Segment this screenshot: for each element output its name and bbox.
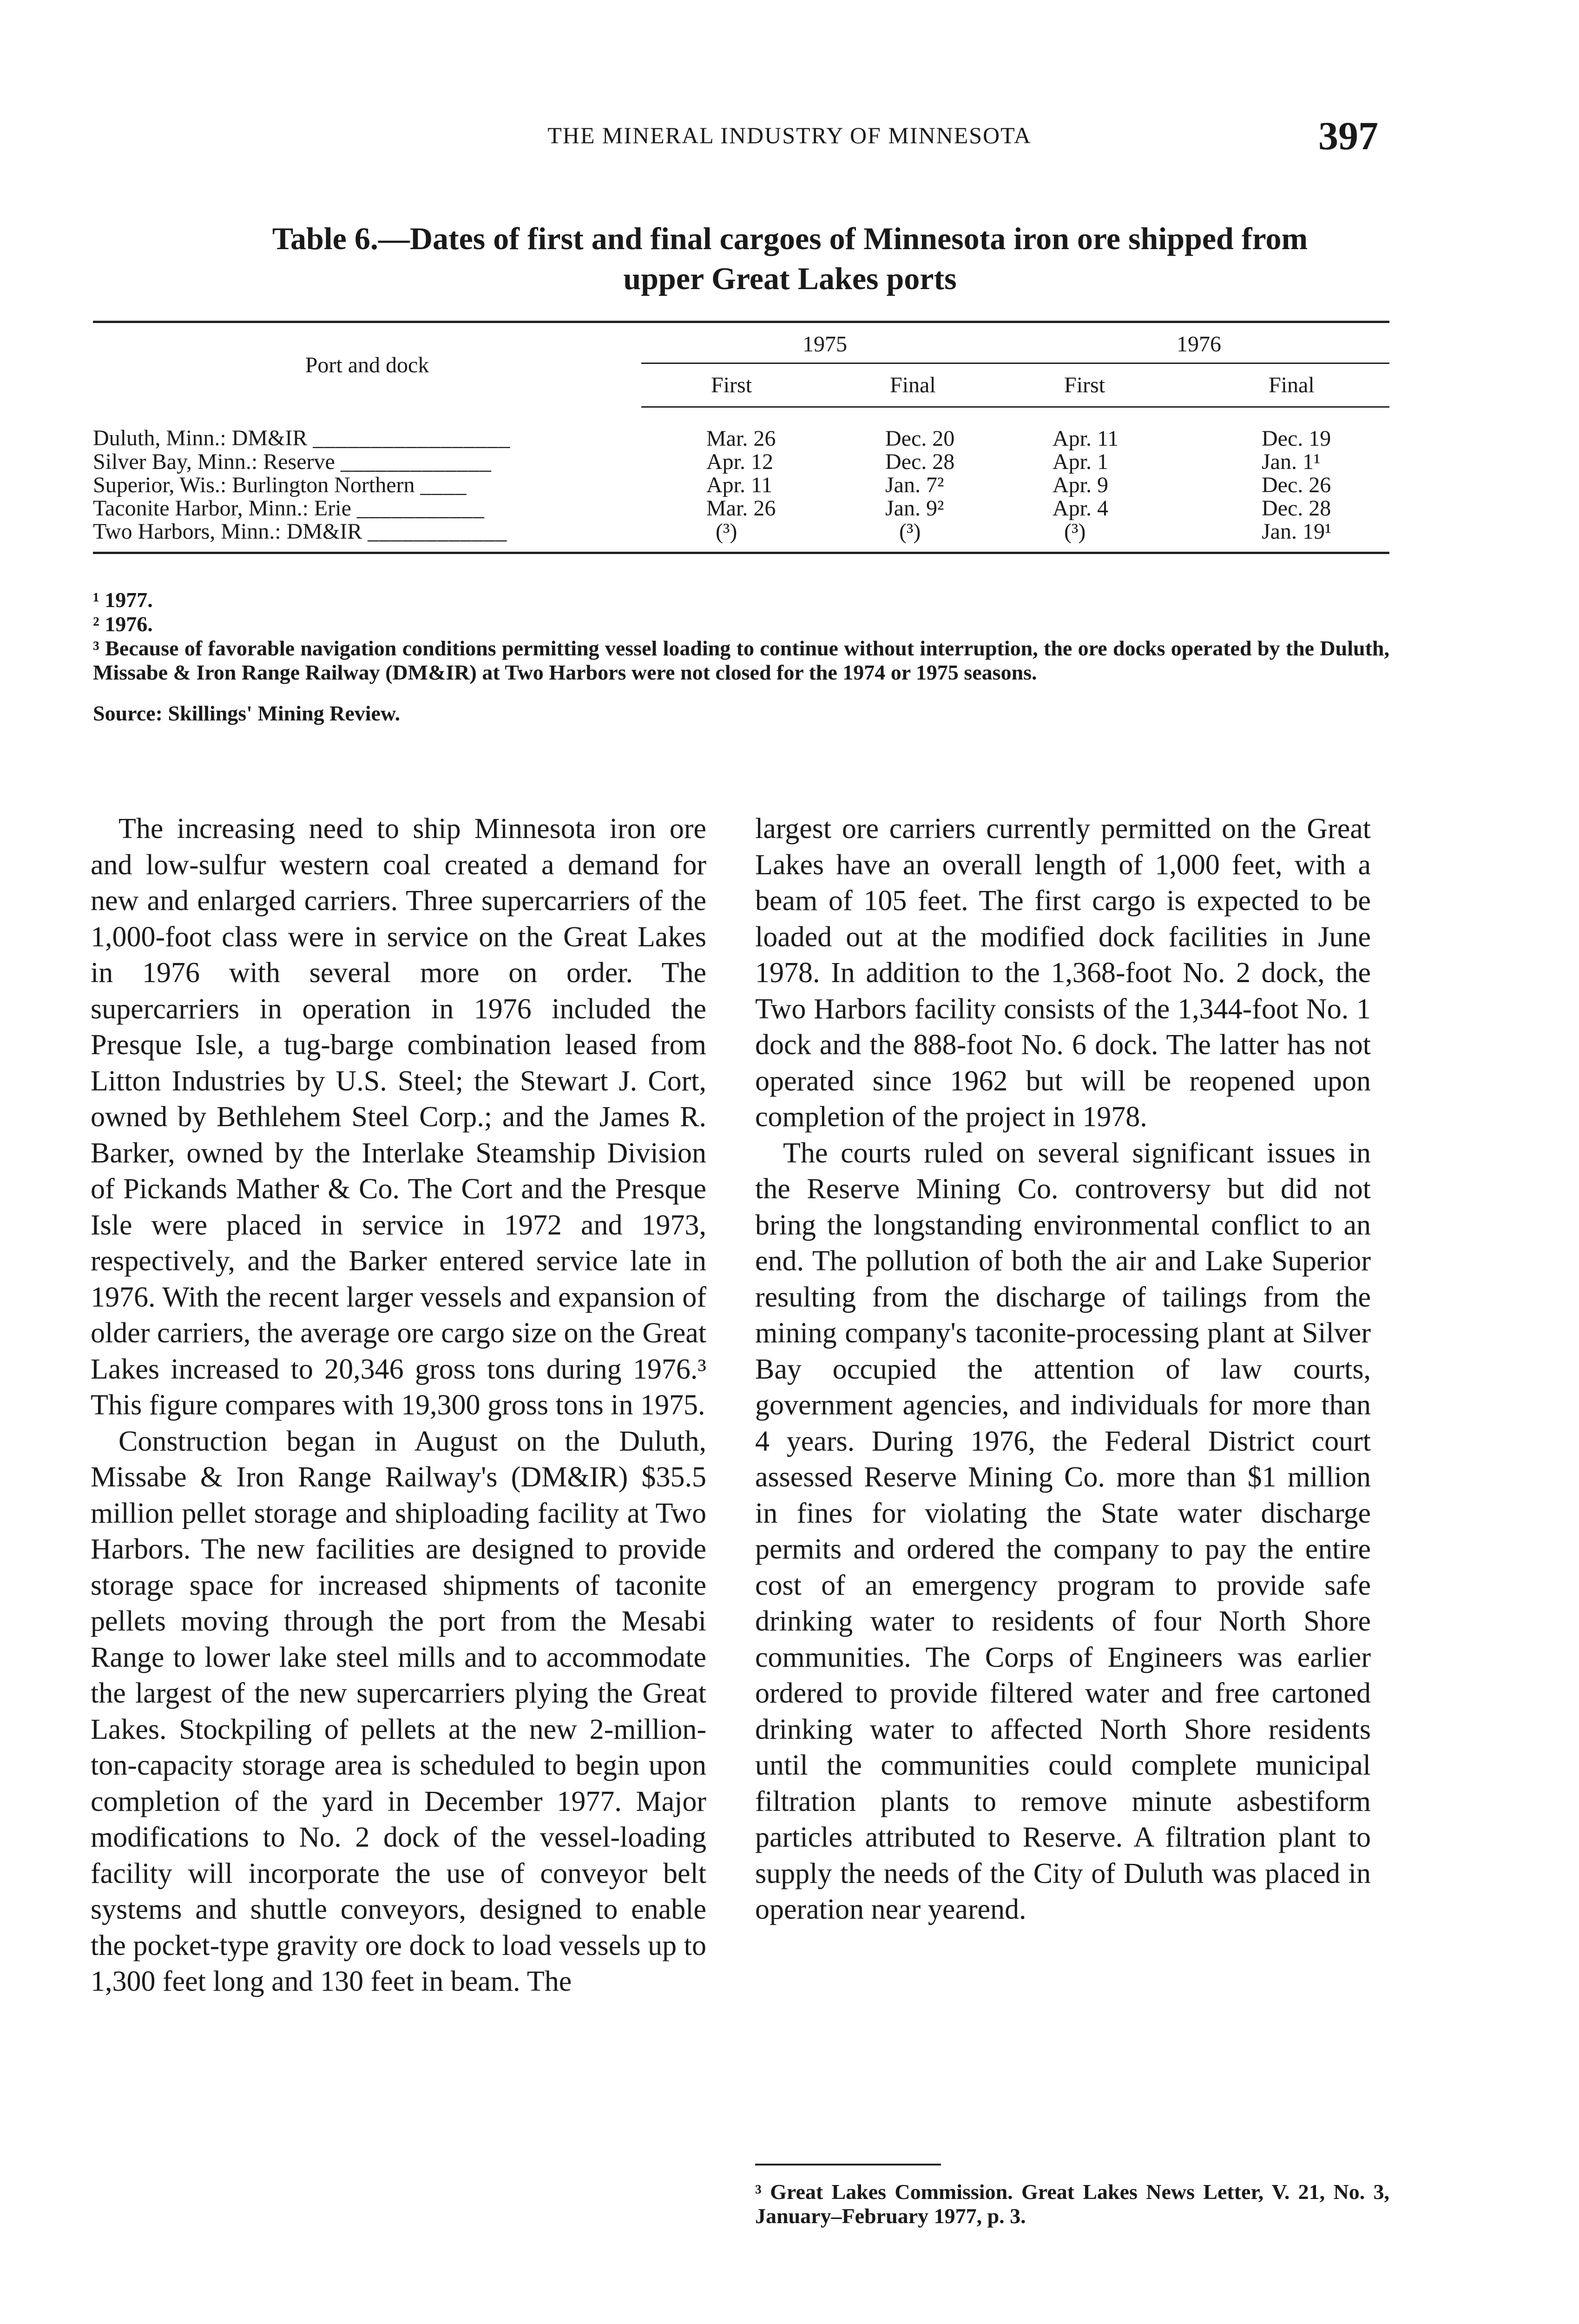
cell-1976-first: Apr. 11: [1053, 426, 1119, 451]
table-row: [93, 474, 1389, 497]
cell-1976-final: Jan. 1¹: [1262, 449, 1321, 474]
cell-1976-final: Dec. 19: [1262, 426, 1331, 451]
cell-1975-first: Apr. 12: [706, 449, 773, 474]
table-row: [93, 450, 1389, 474]
footnote-divider: [755, 2164, 941, 2166]
port-name: Duluth, Minn.: DM&IR: [93, 426, 308, 451]
cell-1976-final: Dec. 28: [1262, 496, 1331, 521]
cell-1976-first: (³): [1008, 520, 1199, 553]
dot-leader: ___________: [356, 496, 485, 521]
column-header-1975-final: Final: [825, 363, 1008, 407]
paragraph-construction: Construction began in August on the Duluth, Missabe & Iron Range Railway's (DM&IR) $35.5 million pellet storage and shiploading facility at Two Harbors. The new facilities are designed to provide storage space for increased shipments of taconite pellets moving through the port from the Mesabi Range to lower lake steel mills and to accommodate the largest of the new supercarriers plying the Great Lakes. Stockpiling of pellets at the new 2-million-ton-capacity storage area is scheduled to begin upon completion of the yard in December 1977. Major modifications to No. 2 dock of the vessel-loading facility will incorporate the use of conveyor belt systems and shuttle conveyors, designed to enable the pocket-type gravity ore dock to load vessels up to 1,300 feet long and 130 feet in beam. The: [91, 1425, 706, 1997]
left-column: [91, 811, 706, 2000]
column-header-1976-final: Final: [1199, 363, 1389, 407]
port-name: Superior, Wis.: Burlington Northern: [93, 473, 415, 497]
cell-1975-final: Jan. 9²: [885, 496, 944, 521]
column-header-1975-first: First: [641, 363, 825, 407]
table-note-2: ² 1976.: [93, 612, 153, 636]
table-row: [93, 407, 1389, 451]
dot-leader: ____________: [368, 519, 507, 544]
dot-leader: _____________: [340, 449, 492, 474]
cell-1975-final: Dec. 20: [885, 426, 955, 451]
ore-shipping-table: [93, 321, 1389, 554]
cell-1976-first: Apr. 1: [1053, 449, 1108, 474]
table-source: Source: Skillings' Mining Review.: [93, 701, 401, 725]
cell-1975-final: Dec. 28: [885, 449, 955, 474]
port-name: Silver Bay, Minn.: Reserve: [93, 449, 335, 474]
table-row: [93, 520, 1389, 553]
cell-1976-first: Apr. 4: [1053, 496, 1108, 521]
table-caption: [177, 218, 1403, 298]
cell-1975-first: Mar. 26: [706, 496, 776, 521]
column-header-1975: 1975: [641, 322, 1008, 363]
table-caption-line2: upper Great Lakes ports: [623, 261, 957, 296]
paragraph-supercarriers: The increasing need to ship Minnesota iron ore and low-sulfur western coal created a demand for new and enlarged carriers. Three supercarriers of the 1,000-foot class were in service on the Great Lakes in 1976 with several more on order. The supercarriers in operation in 1976 included the Presque Isle, a tug-barge combination leased from Litton Industries by U.S. Steel; the Stewart J. Cort, owned by Bethlehem Steel Corp.; and the James R. Barker, owned by the Interlake Steamship Division of Pickands Mather & Co. The Cort and the Presque Isle were placed in service in 1972 and 1973, respectively, and the Barker entered service late in 1976. With the recent larger vessels and expansion of older carriers, the average ore cargo size on the Great Lakes increased to 20,346 gross tons during 1976.³ This figure compares with 19,300 gross tons in 1975.: [91, 813, 706, 1421]
table-notes: [93, 588, 1389, 726]
cell-1976-final: Dec. 26: [1262, 473, 1331, 497]
paragraph-reserve-mining: The courts ruled on several significant issues in the Reserve Mining Co. controversy but did not bring the longstanding environmental conflict to an end. The pollution of both the air and Lake Superior resulting from the discharge of tailings from the mining company's taconite-processing plant at Silver Bay occupied the attention of law courts, government agencies, and individuals for more than 4 years. During 1976, the Federal District court assessed Reserve Mining Co. more than $1 million in fines for violating the State water discharge permits and ordered the company to pay the entire cost of an emergency program to provide safe drinking water to residents of four North Shore communities. The Corps of Engineers was earlier ordered to provide filtered water and free cartoned drinking water to affected North Shore residents until the communities could complete municipal filtration plants to remove minute asbestiform particles attributed to Reserve. A filtration plant to supply the needs of the City of Duluth was placed in operation near yearend.: [755, 1137, 1371, 1925]
dot-leader: ____: [420, 473, 467, 497]
cell-1975-final: (³): [825, 520, 1008, 553]
table-caption-line1: Table 6.—Dates of first and final cargoes of Minnesota iron ore shipped from: [272, 221, 1308, 256]
dot-leader: _________________: [313, 426, 511, 451]
cell-1975-first: (³): [641, 520, 825, 553]
column-header-1976-first: First: [1008, 363, 1199, 407]
table-row: [93, 497, 1389, 520]
cell-1975-final: Jan. 7²: [885, 473, 944, 497]
column-header-1976: 1976: [1008, 322, 1389, 363]
port-name: Two Harbors, Minn.: DM&IR: [93, 519, 362, 544]
cell-1976-first: Apr. 9: [1053, 473, 1108, 497]
port-name: Taconite Harbor, Minn.: Erie: [93, 496, 351, 521]
page-number: 397: [1318, 113, 1378, 158]
running-header: THE MINERAL INDUSTRY OF MINNESOTA: [547, 122, 1032, 148]
footnote: ³ Great Lakes Commission. Great Lakes News Letter, V. 21, No. 3, January–February 1977, p. 3.: [755, 2180, 1389, 2228]
right-column: [755, 811, 1371, 1928]
cell-1975-first: Mar. 26: [706, 426, 776, 451]
column-header-port: Port and dock: [93, 322, 641, 407]
cell-1975-first: Apr. 11: [706, 473, 773, 497]
cell-1976-final: Jan. 19¹: [1199, 520, 1389, 553]
paragraph-largest-carriers: largest ore carriers currently permitted on the Great Lakes have an overall length of 1,000 feet, with a beam of 105 feet. The first cargo is expected to be loaded out at the modified dock facilities in June 1978. In addition to the 1,368-foot No. 2 dock, the Two Harbors facility consists of the 1,344-foot No. 1 dock and the 888-foot No. 6 dock. The latter has not operated since 1962 but will be reopened upon completion of the project in 1978.: [755, 813, 1371, 1133]
table-note-3: ³ Because of favorable navigation conditions permitting vessel loading to continue without interruption, the ore docks operated by the Duluth, Missabe & Iron Range Railway (DM&IR) at Two Harbors were not closed for the 1974 or 1975 seasons.: [93, 636, 1389, 684]
table-note-1: ¹ 1977.: [93, 588, 153, 612]
